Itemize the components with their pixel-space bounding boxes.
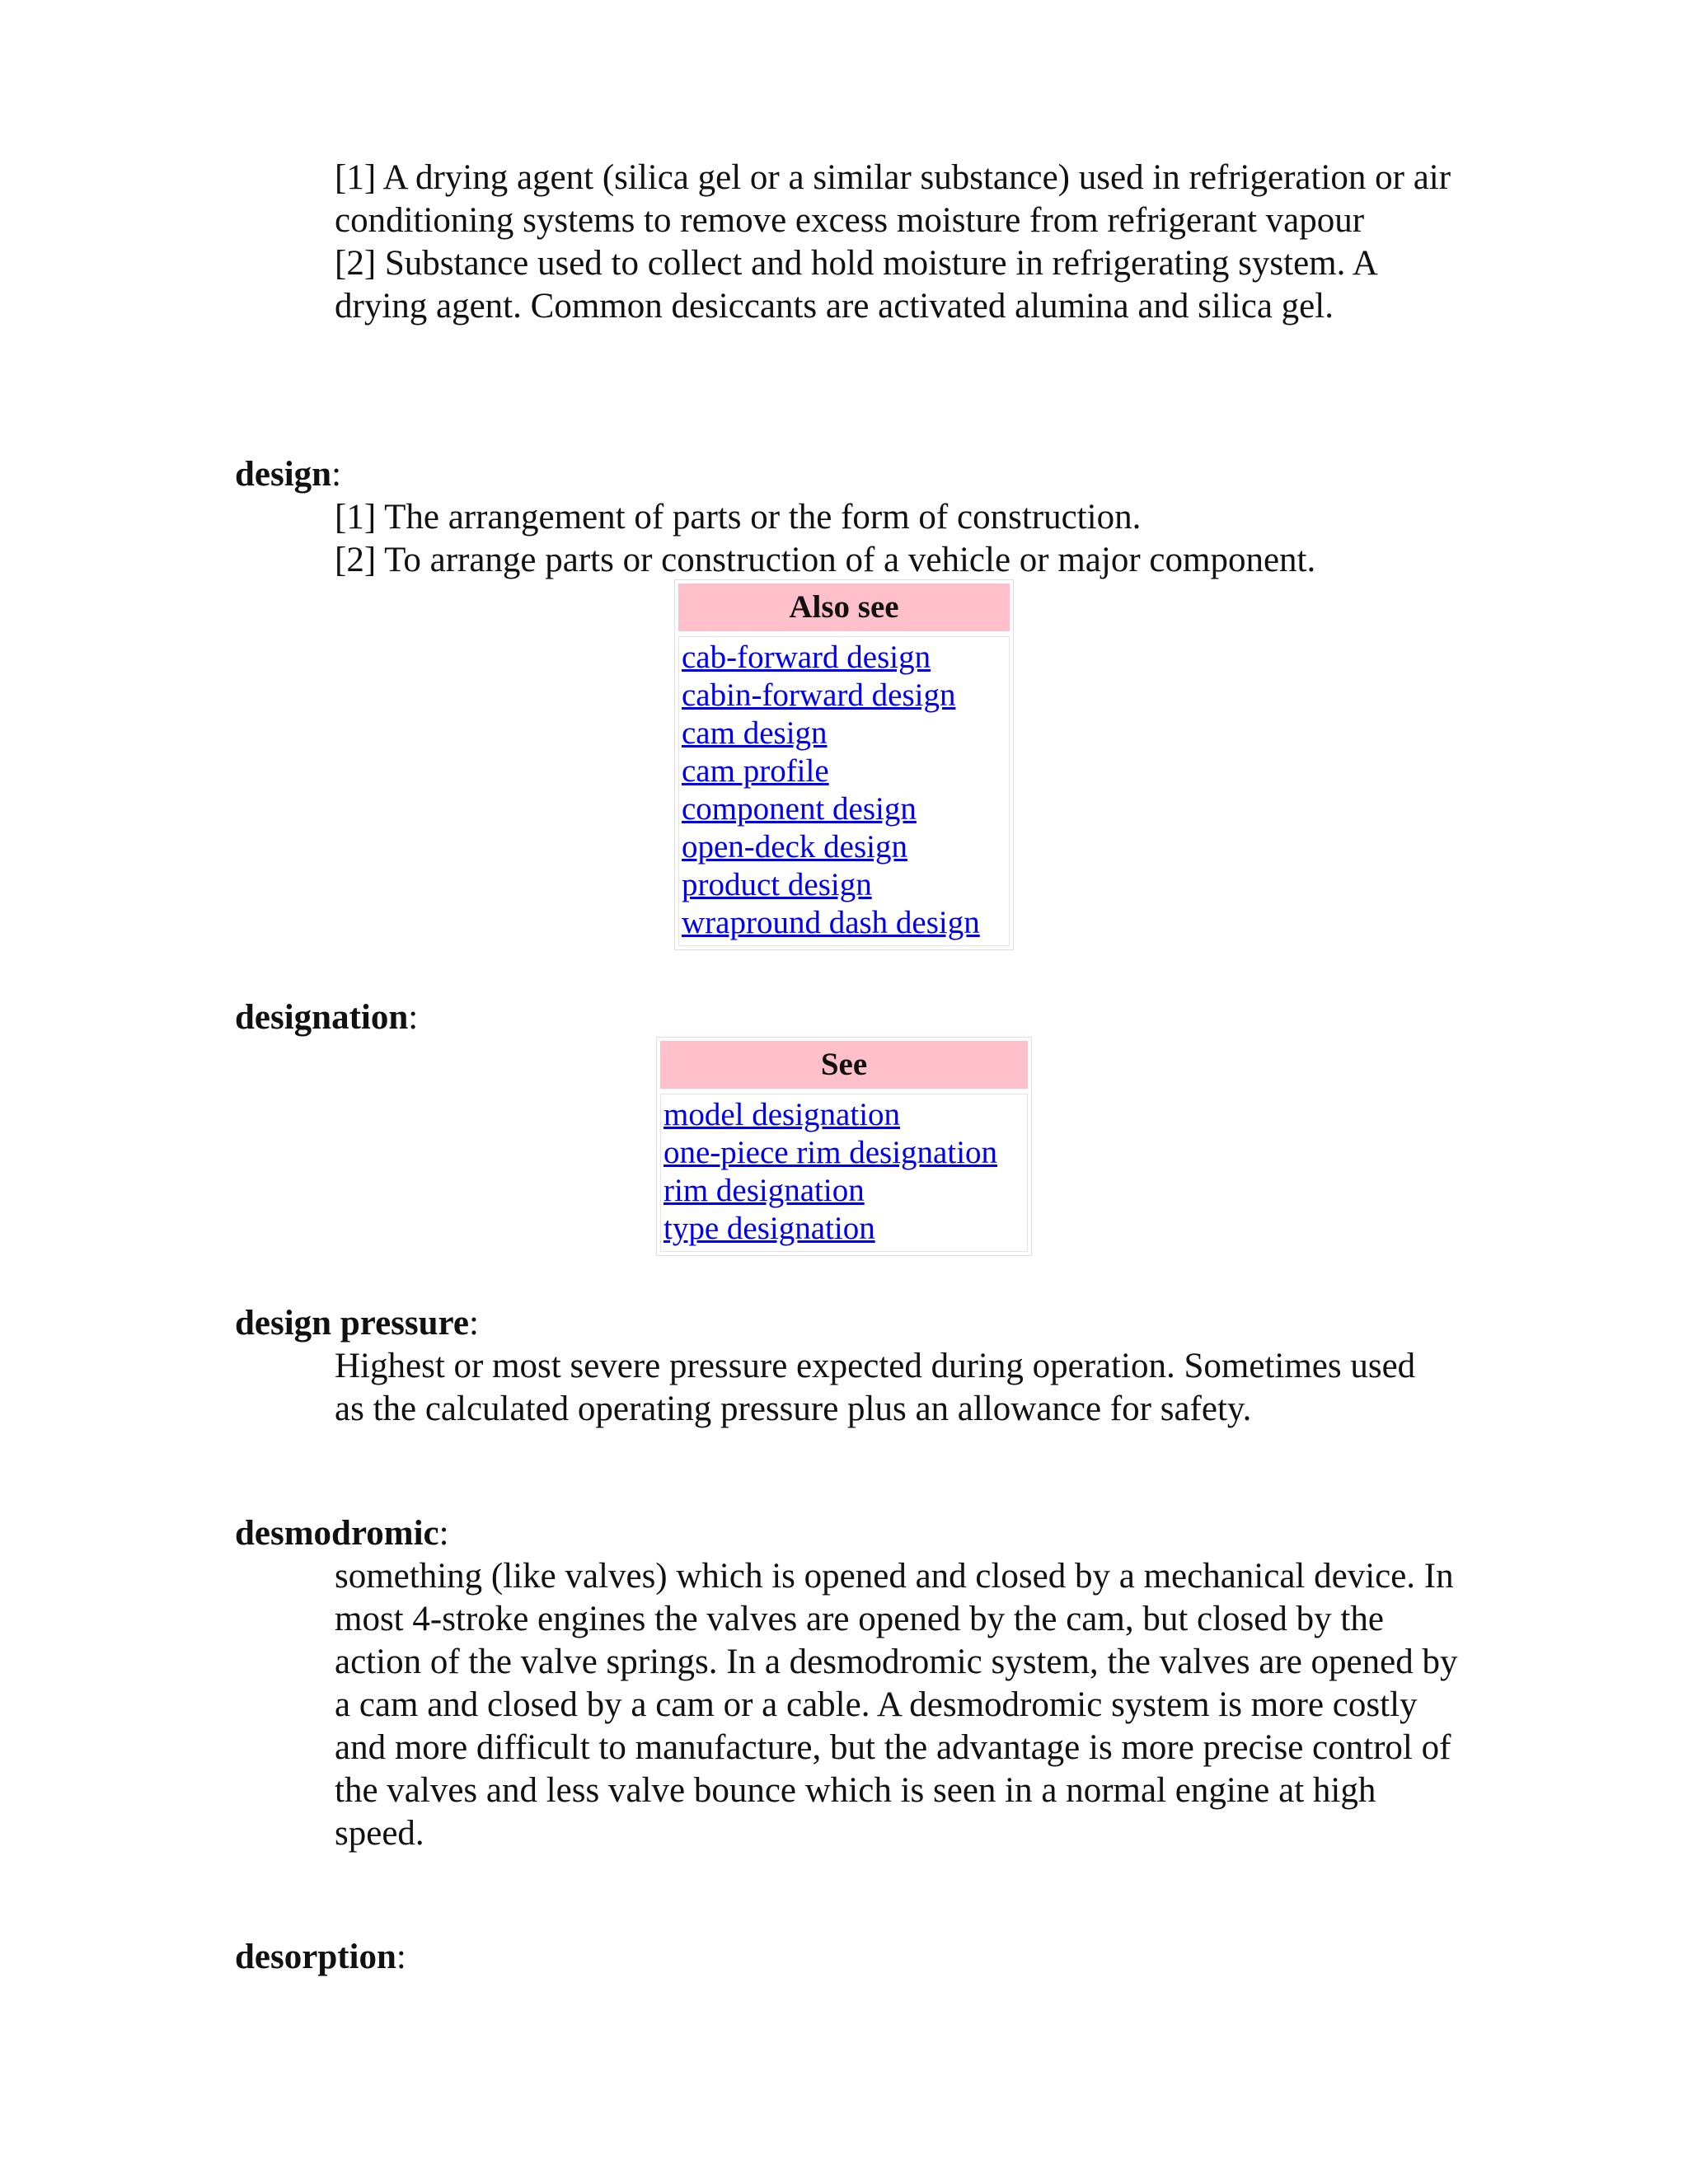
see-box [656,1037,1032,1256]
link-cam-design[interactable]: cam design [682,715,828,751]
also-see-links [678,636,1010,946]
link-wrapround-dash-design[interactable]: wrapround dash design [682,905,980,940]
definition: [1] A drying agent (silica gel or a similar substance) used in refrigeration or air conditioning systems to remove excess moisture from refrigerant vapour [335,158,1451,240]
definition: [2] Substance used to collect and hold moisture in refrigerating system. A drying agent. Common desiccants are activated alumina and silica gel. [335,244,1376,326]
term-word: desorption [235,1938,396,1976]
definition: something (like valves) which is opened and closed by a mechanical device. In most 4-stroke engines the valves are opened by the cam, but closed by the action of the valve springs. In a desmodromic system, the valves are opened by a cam and closed by a cam or a cable. A desmodromic system is more costly and more difficult to manufacture, but the advantage is more precise control of the valves and less valve bounce which is seen in a normal engine at high speed. [335,1557,1458,1853]
term-word: design [235,455,332,494]
design-definitions [335,496,1464,582]
see-links [660,1094,1028,1252]
term-design-pressure [235,1302,479,1345]
term-word: design pressure [235,1304,469,1343]
link-cab-forward-design[interactable]: cab-forward design [682,640,931,675]
term-colon: : [331,455,342,494]
term-design [235,453,341,496]
also-see-box [674,579,1014,950]
also-see-heading: Also see [678,583,1010,631]
link-model-designation[interactable]: model designation [663,1097,901,1132]
link-cam-profile[interactable]: cam profile [682,753,829,789]
term-colon: : [396,1938,406,1976]
term-word: designation [235,998,409,1037]
term-colon: : [408,998,419,1037]
link-product-design[interactable]: product design [682,867,872,902]
term-colon: : [438,1514,449,1553]
desiccant-definitions [335,157,1464,328]
definition: Highest or most severe pressure expected during operation. Sometimes used as the calculated operating pressure plus an allowance for safety. [335,1347,1416,1428]
definition: [1] The arrangement of parts or the form of construction. [335,498,1142,537]
link-rim-designation[interactable]: rim designation [663,1173,865,1208]
see-heading: See [660,1041,1028,1089]
link-open-deck-design[interactable]: open-deck design [682,829,907,865]
definition: [2] To arrange parts or construction of a vehicle or major component. [335,541,1316,579]
link-one-piece-rim-designation[interactable]: one-piece rim designation [663,1135,998,1170]
link-type-designation[interactable]: type designation [663,1211,875,1246]
term-desorption [235,1936,406,1979]
term-colon: : [468,1304,479,1343]
link-component-design[interactable]: component design [682,791,917,827]
design-pressure-definition [335,1345,1439,1431]
link-cabin-forward-design[interactable]: cabin-forward design [682,677,956,713]
term-designation [235,996,418,1039]
term-word: desmodromic [235,1514,439,1553]
term-desmodromic [235,1512,449,1555]
desmodromic-definition [335,1555,1472,1855]
